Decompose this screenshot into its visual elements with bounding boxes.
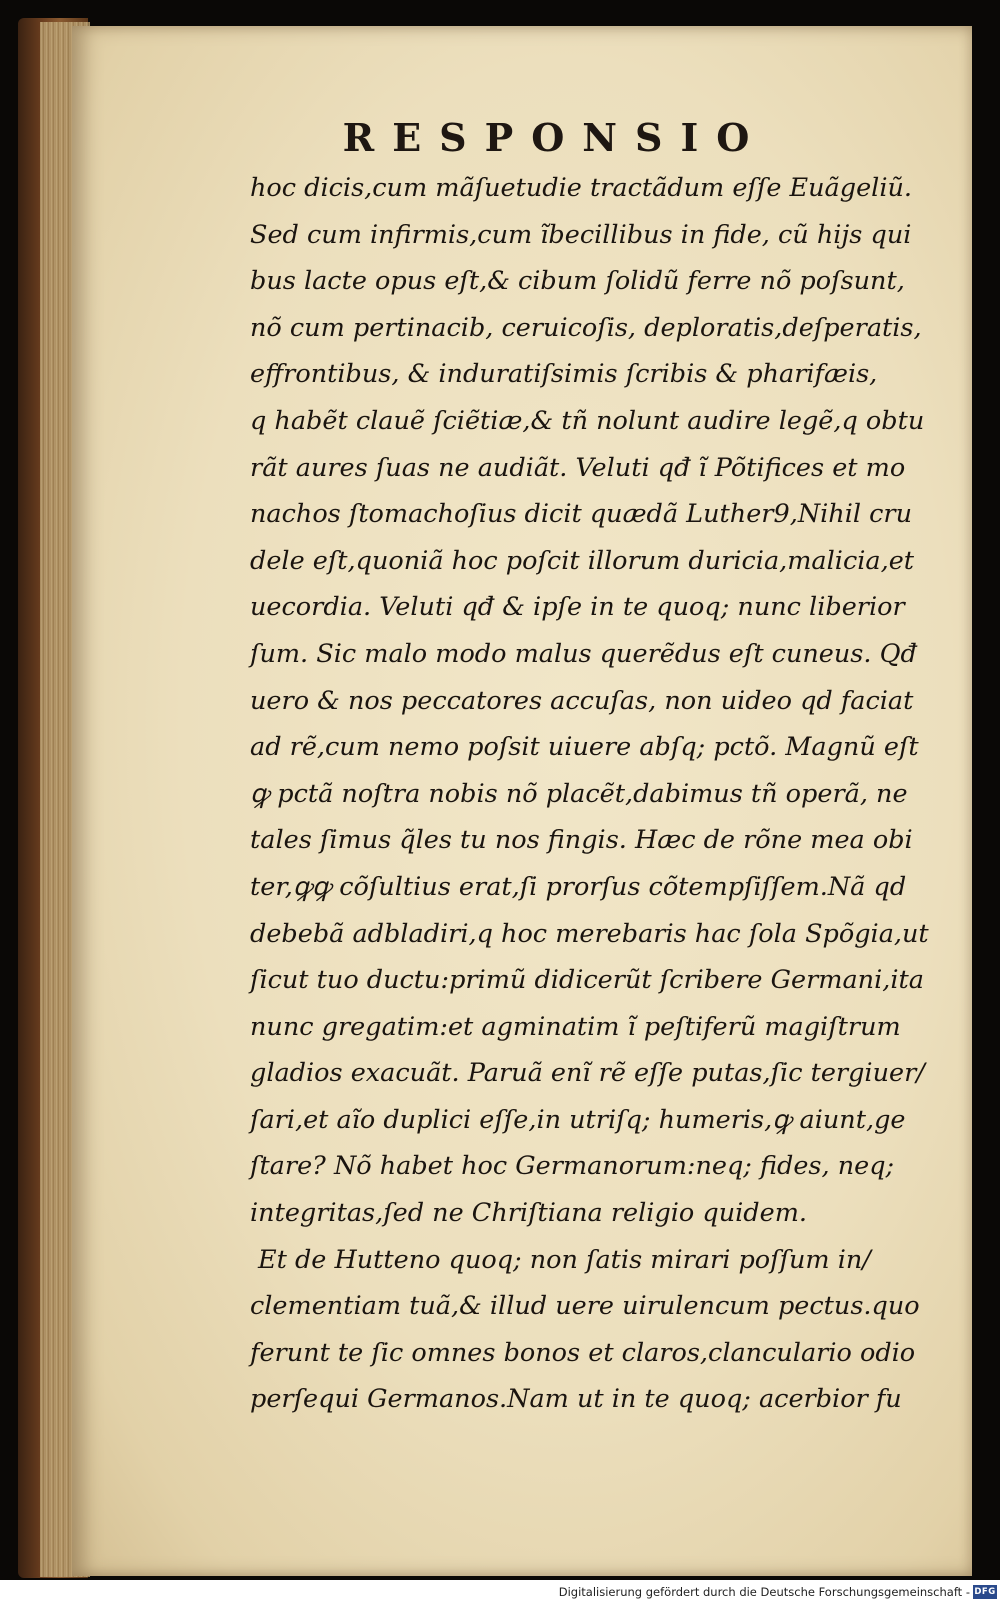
text-line: Sed cum infirmis,cum ĩbecillibus in fide, cũ hijs qui: [250, 219, 912, 250]
text-line: uecordia. Veluti qđ & ipſe in te quoq; nunc liberior: [250, 592, 905, 623]
footer-credit: Digitalisierung gefördert durch die Deutsche Forschungsgemeinschaft -: [558, 1585, 970, 1599]
text-line: ferunt te ſic omnes bonos et claros,clanculario odio: [250, 1337, 916, 1368]
text-line: bus lacte opus eſt,& cibum ſolidũ ferre nõ poſsunt,: [250, 266, 905, 297]
text-line: effrontibus, & induratiſsimis ſcribis & pharifæis,: [250, 359, 878, 390]
text-line: ſicut tuo ductu:primũ didicerũt ſcribere Germani,ita: [250, 965, 924, 996]
footer-bar: [0, 1580, 1000, 1605]
text-line: debebã adbladiri,q hoc merebaris hac ſola Spõgia,ut: [250, 918, 929, 949]
running-header: RESPONSIO: [342, 115, 768, 160]
text-line: ſari,et aĩo duplici eſſe,in utriſq; humeris,ꝙ aiunt,ge: [250, 1104, 906, 1135]
text-line: integritas,ſed ne Chriſtiana religio quidem.: [250, 1198, 807, 1229]
text-line: ter,ꝙꝙ cõſultius erat,ſi prorſus cõtempſiſſem.Nã qd: [250, 871, 907, 902]
text-line: uero & nos peccatores accuſas, non uideo qd faciat: [250, 685, 914, 716]
text-line: ſum. Sic malo modo malus querẽdus eſt cuneus. Qđ: [250, 638, 917, 669]
dfg-logo-icon: DFG: [974, 1587, 996, 1597]
text-line: nõ cum pertinacib, ceruicoſis, deploratis,deſperatis,: [250, 312, 922, 343]
text-line: dele eſt,quoniã hoc poſcit illorum duricia,malicia,et: [250, 545, 915, 576]
text-line: rãt aures ſuas ne audiãt. Veluti qđ ĩ Põtifices et mo: [250, 452, 906, 483]
page-body-text: [250, 165, 950, 1423]
text-line: Et de Hutteno quoq; non ſatis mirari poſſum in/: [258, 1244, 871, 1275]
text-line: ad rẽ,cum nemo poſsit uiuere abſq; pctõ. Magnũ eſt: [250, 732, 919, 763]
text-line: hoc dicis,cum mãſuetudie tractãdum eſſe Euãgeliũ.: [250, 173, 913, 203]
text-line: clementiam tuã,& illud uere uirulencum pectus.quo: [250, 1291, 920, 1322]
text-line: gladios exacuãt. Paruã enĩ rẽ eſſe putas,ſic tergiuer/: [250, 1058, 925, 1089]
text-line: tales ſimus q̃les tu nos fingis. Hæc de rõne mea obi: [250, 825, 913, 856]
text-line: ꝙ pctã noſtra nobis nõ placẽt,dabimus tñ operã, ne: [250, 778, 908, 809]
text-line: nachos ſtomachoſius dicit quædã Luther9,Nihil cru: [250, 499, 913, 530]
text-line: nunc gregatim:et agminatim ĩ peſtiferũ magiſtrum: [250, 1011, 901, 1042]
text-line: ſtare? Nõ habet hoc Germanorum:neq; fides, neq;: [250, 1151, 895, 1182]
text-line: q habẽt clauẽ ſciẽtiæ,& tñ nolunt audire legẽ,q obtu: [250, 405, 925, 436]
text-line: perſequi Germanos.Nam ut in te quoq; acerbior fu: [250, 1384, 902, 1415]
